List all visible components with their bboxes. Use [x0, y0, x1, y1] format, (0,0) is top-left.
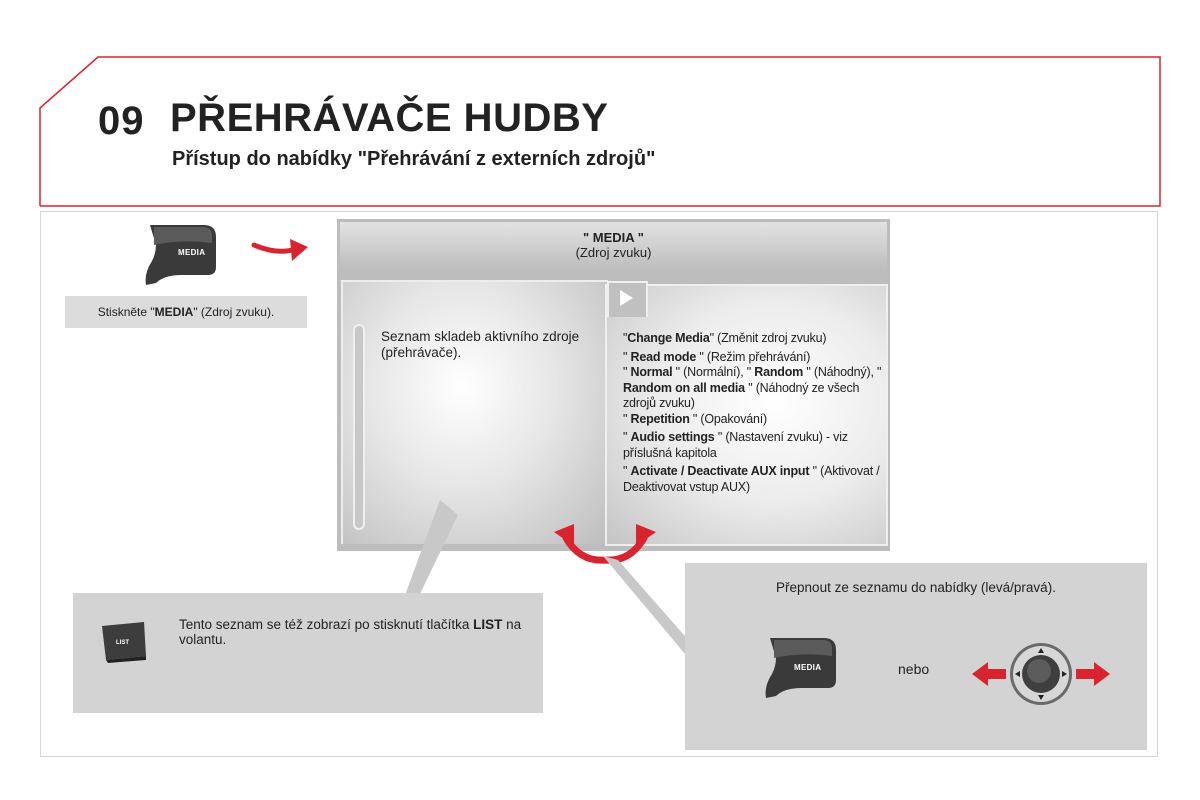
switch-info-text: Přepnout ze seznamu do nabídky (levá/pravá). [776, 580, 1056, 595]
menu-item-read-mode: " Read mode " (Režim přehrávání) " Normal " (Normální), " Random " (Náhodný), " Random on all media " (Náhodný ze všech zdrojů zvuku) " Repetition " (Opakování) [623, 349, 882, 426]
press-media-instruction: Stiskněte " MEDIA " (Zdroj zvuku). [65, 296, 307, 328]
list-button-label: LIST [116, 640, 129, 646]
media-button-label: MEDIA [178, 248, 206, 257]
play-icon [620, 290, 633, 306]
or-label: nebo [898, 661, 930, 677]
list-scrollbar [353, 324, 365, 530]
chapter-title: PŘEHRÁVAČE HUDBY [170, 96, 609, 140]
media-button-illustration-2 [762, 636, 842, 700]
media-button-label-2: MEDIA [794, 663, 822, 672]
menu-item-change-media: "Change Media" (Změnit zdroj zvuku) [623, 331, 827, 345]
switch-arrows-icon [550, 518, 660, 566]
red-arrow-icon [250, 233, 312, 269]
section-subtitle: Přístup do nabídky "Přehrávání z externích zdrojů" [172, 148, 656, 170]
chapter-number: 09 [98, 99, 145, 143]
screen-title: " MEDIA " [583, 230, 644, 245]
track-list-panel [341, 280, 608, 544]
track-list-description: Seznam skladeb aktivního zdroje (přehrávače). [381, 329, 580, 360]
rotary-controller-icon [966, 636, 1116, 712]
screen-header [340, 222, 887, 270]
screen-subtitle: (Zdroj zvuku) [575, 245, 652, 260]
menu-item-aux-input: " Activate / Deactivate AUX input " (Aktivovat / Deaktivovat vstup AUX) [623, 464, 880, 494]
list-button-icon [98, 620, 150, 664]
media-button-illustration [142, 223, 222, 287]
menu-options-list [623, 331, 883, 498]
list-info-text: Tento seznam se též zobrazí po stisknutí tlačítka LIST na volantu. [179, 617, 522, 647]
menu-item-audio-settings: " Audio settings " (Nastavení zvuku) - viz příslušná kapitola [623, 430, 848, 460]
